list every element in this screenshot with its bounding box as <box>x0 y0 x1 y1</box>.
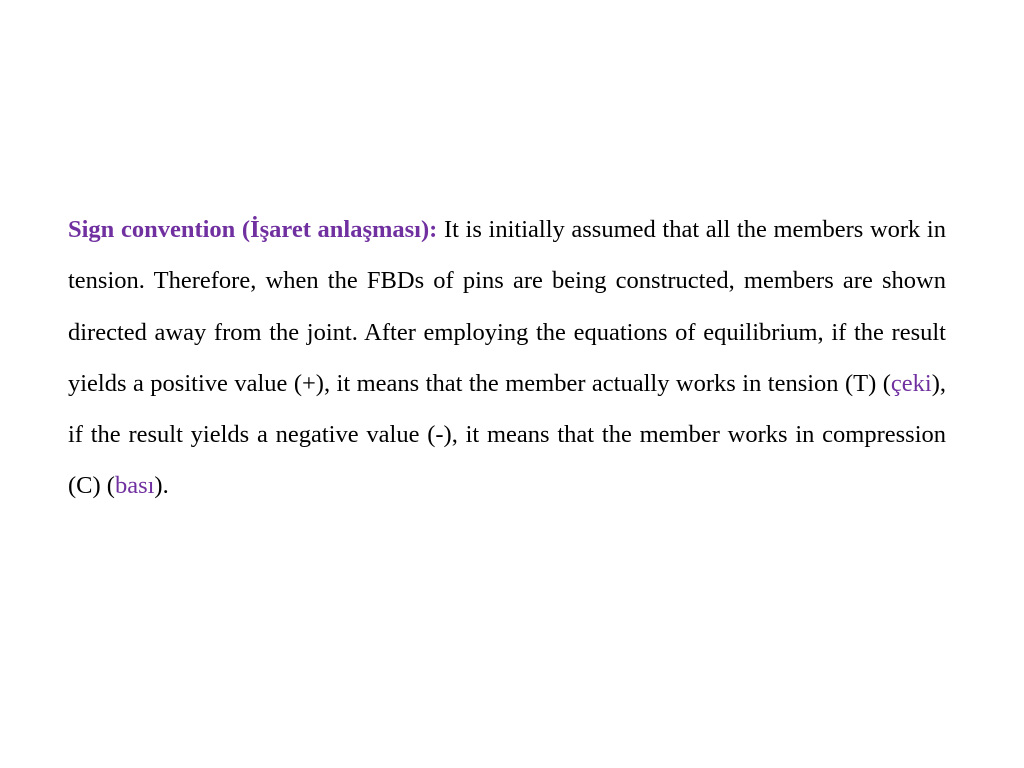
sign-convention-term: Sign convention (İşaret anlaşması): <box>68 216 438 243</box>
compression-turkish-term: bası <box>114 472 155 500</box>
paragraph-text-part-3: ). <box>154 472 169 500</box>
paragraph-text-part-2: ), if the result yields a negative value (-), it means that the member works in compression (C) ( <box>68 369 946 500</box>
sign-convention-paragraph <box>68 204 946 512</box>
tension-turkish-term: çeki <box>890 369 932 397</box>
paragraph-text-part-1: It is initially assumed that all the members work in tension. Therefore, when the FBDs of pins are being constructed, members are shown directed away from the joint. After employing the equations of equilibrium, if the result yields a positive value (+), it means that the member actually works in tension (T) ( <box>68 216 946 397</box>
